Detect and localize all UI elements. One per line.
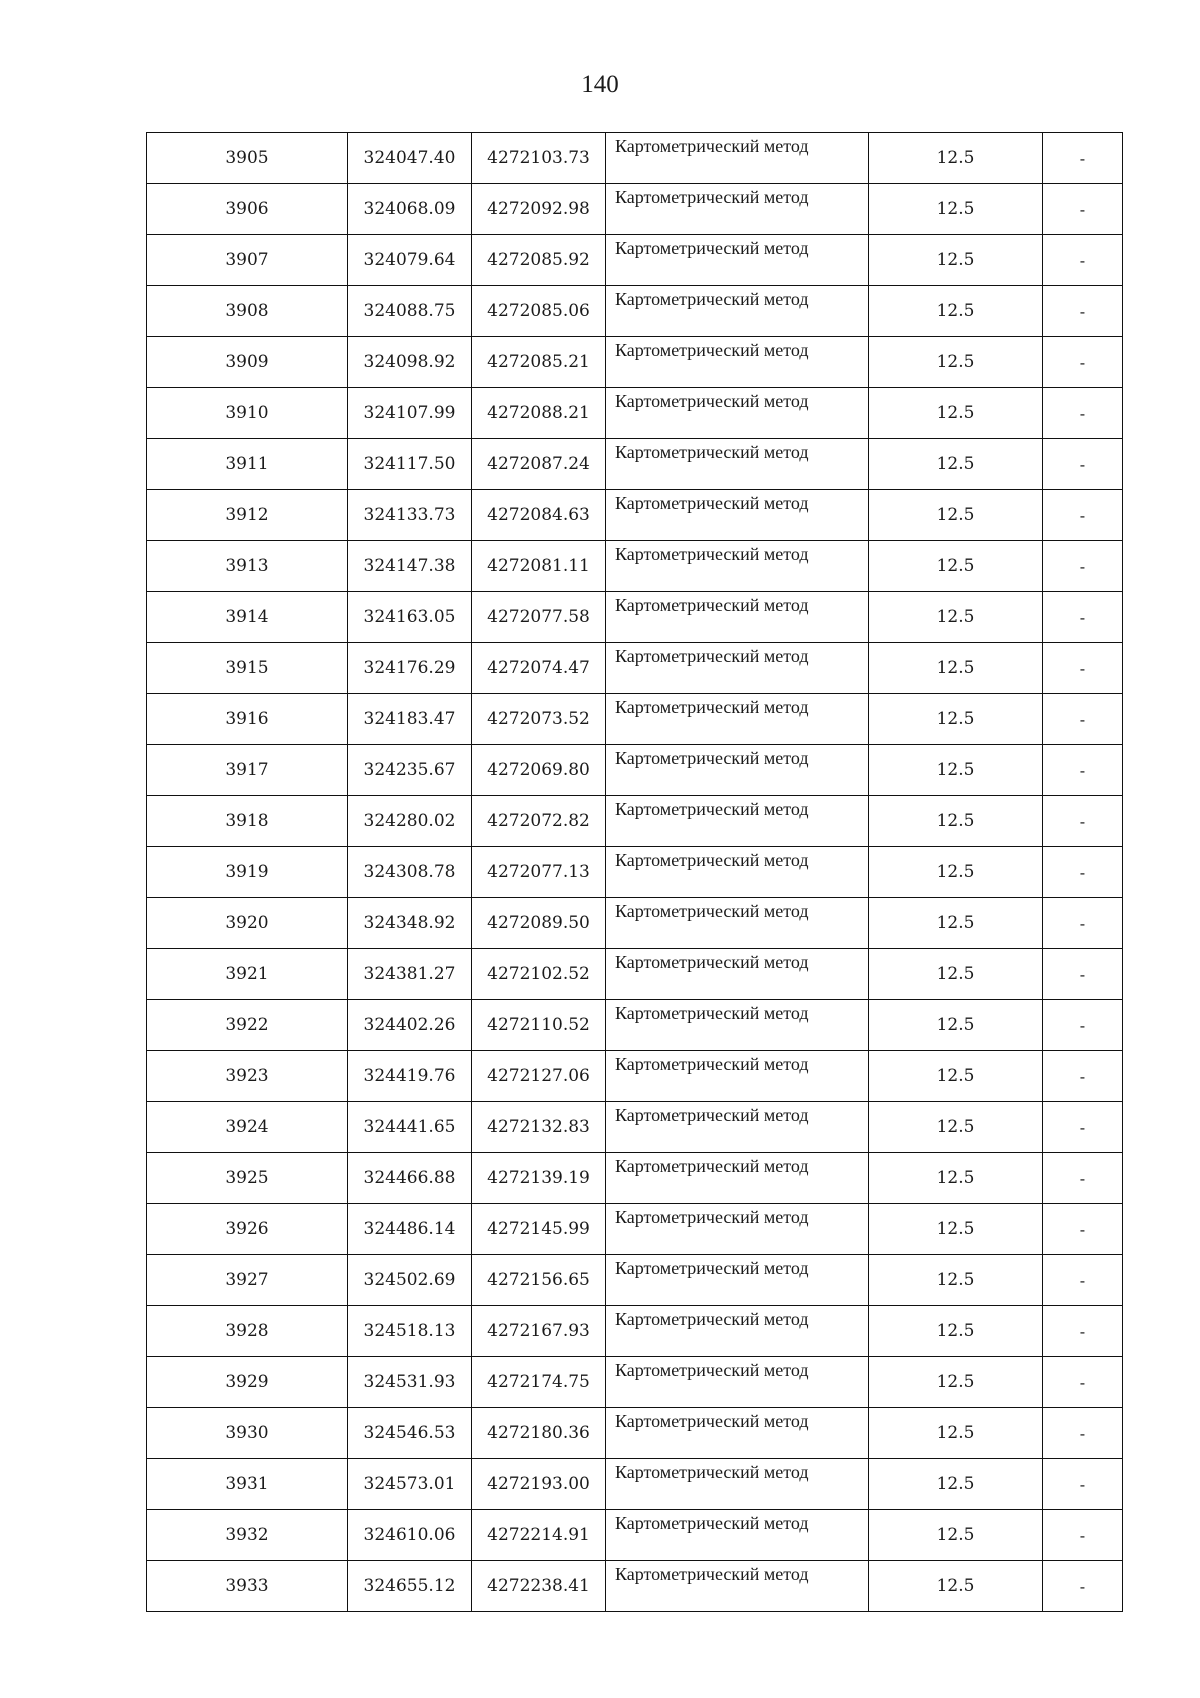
y-coordinate-cell: 4272092.98 bbox=[472, 184, 606, 235]
accuracy-cell: 12.5 bbox=[869, 184, 1043, 235]
y-coordinate-cell: 4272087.24 bbox=[472, 439, 606, 490]
method-cell: Картометрический метод bbox=[606, 592, 869, 643]
x-coordinate-cell: 324098.92 bbox=[348, 337, 472, 388]
point-number-cell: 3917 bbox=[147, 745, 348, 796]
note-cell: - bbox=[1043, 1051, 1123, 1102]
method-cell: Картометрический метод bbox=[606, 643, 869, 694]
y-coordinate-cell: 4272139.19 bbox=[472, 1153, 606, 1204]
table-row bbox=[147, 796, 1123, 847]
accuracy-cell: 12.5 bbox=[869, 1357, 1043, 1408]
y-coordinate-cell: 4272088.21 bbox=[472, 388, 606, 439]
x-coordinate-cell: 324133.73 bbox=[348, 490, 472, 541]
accuracy-cell: 12.5 bbox=[869, 541, 1043, 592]
accuracy-cell: 12.5 bbox=[869, 694, 1043, 745]
point-number-cell: 3920 bbox=[147, 898, 348, 949]
note-cell: - bbox=[1043, 133, 1123, 184]
accuracy-cell: 12.5 bbox=[869, 745, 1043, 796]
table-row bbox=[147, 949, 1123, 1000]
accuracy-cell: 12.5 bbox=[869, 286, 1043, 337]
note-cell: - bbox=[1043, 490, 1123, 541]
note-cell: - bbox=[1043, 1510, 1123, 1561]
method-cell: Картометрический метод bbox=[606, 184, 869, 235]
note-cell: - bbox=[1043, 1357, 1123, 1408]
accuracy-cell: 12.5 bbox=[869, 796, 1043, 847]
note-cell: - bbox=[1043, 337, 1123, 388]
accuracy-cell: 12.5 bbox=[869, 490, 1043, 541]
y-coordinate-cell: 4272180.36 bbox=[472, 1408, 606, 1459]
accuracy-cell: 12.5 bbox=[869, 1510, 1043, 1561]
method-cell: Картометрический метод bbox=[606, 490, 869, 541]
note-cell: - bbox=[1043, 439, 1123, 490]
table-row bbox=[147, 541, 1123, 592]
accuracy-cell: 12.5 bbox=[869, 1204, 1043, 1255]
method-cell: Картометрический метод bbox=[606, 1102, 869, 1153]
point-number-cell: 3924 bbox=[147, 1102, 348, 1153]
table-row bbox=[147, 592, 1123, 643]
note-cell: - bbox=[1043, 286, 1123, 337]
accuracy-cell: 12.5 bbox=[869, 898, 1043, 949]
table-row bbox=[147, 1255, 1123, 1306]
note-cell: - bbox=[1043, 1408, 1123, 1459]
table-row bbox=[147, 847, 1123, 898]
point-number-cell: 3914 bbox=[147, 592, 348, 643]
point-number-cell: 3913 bbox=[147, 541, 348, 592]
y-coordinate-cell: 4272132.83 bbox=[472, 1102, 606, 1153]
y-coordinate-cell: 4272102.52 bbox=[472, 949, 606, 1000]
note-cell: - bbox=[1043, 1255, 1123, 1306]
note-cell: - bbox=[1043, 1561, 1123, 1612]
method-cell: Картометрический метод bbox=[606, 796, 869, 847]
table-row bbox=[147, 1306, 1123, 1357]
accuracy-cell: 12.5 bbox=[869, 592, 1043, 643]
method-cell: Картометрический метод bbox=[606, 898, 869, 949]
accuracy-cell: 12.5 bbox=[869, 847, 1043, 898]
accuracy-cell: 12.5 bbox=[869, 1255, 1043, 1306]
y-coordinate-cell: 4272193.00 bbox=[472, 1459, 606, 1510]
point-number-cell: 3907 bbox=[147, 235, 348, 286]
note-cell: - bbox=[1043, 796, 1123, 847]
method-cell: Картометрический метод bbox=[606, 1051, 869, 1102]
method-cell: Картометрический метод bbox=[606, 439, 869, 490]
method-cell: Картометрический метод bbox=[606, 1357, 869, 1408]
x-coordinate-cell: 324381.27 bbox=[348, 949, 472, 1000]
accuracy-cell: 12.5 bbox=[869, 1408, 1043, 1459]
method-cell: Картометрический метод bbox=[606, 337, 869, 388]
note-cell: - bbox=[1043, 694, 1123, 745]
y-coordinate-cell: 4272069.80 bbox=[472, 745, 606, 796]
point-number-cell: 3931 bbox=[147, 1459, 348, 1510]
method-cell: Картометрический метод bbox=[606, 1561, 869, 1612]
y-coordinate-cell: 4272214.91 bbox=[472, 1510, 606, 1561]
accuracy-cell: 12.5 bbox=[869, 235, 1043, 286]
x-coordinate-cell: 324655.12 bbox=[348, 1561, 472, 1612]
table-row bbox=[147, 1561, 1123, 1612]
point-number-cell: 3923 bbox=[147, 1051, 348, 1102]
method-cell: Картометрический метод bbox=[606, 1306, 869, 1357]
x-coordinate-cell: 324079.64 bbox=[348, 235, 472, 286]
point-number-cell: 3929 bbox=[147, 1357, 348, 1408]
accuracy-cell: 12.5 bbox=[869, 1306, 1043, 1357]
method-cell: Картометрический метод bbox=[606, 694, 869, 745]
table-row bbox=[147, 235, 1123, 286]
point-number-cell: 3908 bbox=[147, 286, 348, 337]
accuracy-cell: 12.5 bbox=[869, 1153, 1043, 1204]
method-cell: Картометрический метод bbox=[606, 1000, 869, 1051]
method-cell: Картометрический метод bbox=[606, 1255, 869, 1306]
note-cell: - bbox=[1043, 1204, 1123, 1255]
accuracy-cell: 12.5 bbox=[869, 1561, 1043, 1612]
y-coordinate-cell: 4272085.06 bbox=[472, 286, 606, 337]
y-coordinate-cell: 4272085.92 bbox=[472, 235, 606, 286]
point-number-cell: 3930 bbox=[147, 1408, 348, 1459]
x-coordinate-cell: 324466.88 bbox=[348, 1153, 472, 1204]
y-coordinate-cell: 4272127.06 bbox=[472, 1051, 606, 1102]
table-row bbox=[147, 898, 1123, 949]
y-coordinate-cell: 4272077.13 bbox=[472, 847, 606, 898]
point-number-cell: 3928 bbox=[147, 1306, 348, 1357]
x-coordinate-cell: 324518.13 bbox=[348, 1306, 472, 1357]
x-coordinate-cell: 324068.09 bbox=[348, 184, 472, 235]
accuracy-cell: 12.5 bbox=[869, 643, 1043, 694]
method-cell: Картометрический метод bbox=[606, 1510, 869, 1561]
y-coordinate-cell: 4272174.75 bbox=[472, 1357, 606, 1408]
note-cell: - bbox=[1043, 1153, 1123, 1204]
x-coordinate-cell: 324183.47 bbox=[348, 694, 472, 745]
x-coordinate-cell: 324573.01 bbox=[348, 1459, 472, 1510]
note-cell: - bbox=[1043, 388, 1123, 439]
point-number-cell: 3910 bbox=[147, 388, 348, 439]
method-cell: Картометрический метод bbox=[606, 541, 869, 592]
table-row bbox=[147, 490, 1123, 541]
x-coordinate-cell: 324502.69 bbox=[348, 1255, 472, 1306]
x-coordinate-cell: 324610.06 bbox=[348, 1510, 472, 1561]
accuracy-cell: 12.5 bbox=[869, 439, 1043, 490]
method-cell: Картометрический метод bbox=[606, 235, 869, 286]
method-cell: Картометрический метод bbox=[606, 286, 869, 337]
table-row bbox=[147, 337, 1123, 388]
point-number-cell: 3912 bbox=[147, 490, 348, 541]
table-row bbox=[147, 133, 1123, 184]
table-row bbox=[147, 643, 1123, 694]
x-coordinate-cell: 324235.67 bbox=[348, 745, 472, 796]
x-coordinate-cell: 324280.02 bbox=[348, 796, 472, 847]
accuracy-cell: 12.5 bbox=[869, 1102, 1043, 1153]
x-coordinate-cell: 324348.92 bbox=[348, 898, 472, 949]
coordinates-table-body bbox=[147, 133, 1123, 1612]
point-number-cell: 3905 bbox=[147, 133, 348, 184]
y-coordinate-cell: 4272110.52 bbox=[472, 1000, 606, 1051]
x-coordinate-cell: 324047.40 bbox=[348, 133, 472, 184]
accuracy-cell: 12.5 bbox=[869, 133, 1043, 184]
x-coordinate-cell: 324147.38 bbox=[348, 541, 472, 592]
x-coordinate-cell: 324163.05 bbox=[348, 592, 472, 643]
method-cell: Картометрический метод bbox=[606, 388, 869, 439]
y-coordinate-cell: 4272074.47 bbox=[472, 643, 606, 694]
point-number-cell: 3922 bbox=[147, 1000, 348, 1051]
x-coordinate-cell: 324308.78 bbox=[348, 847, 472, 898]
table-row bbox=[147, 1204, 1123, 1255]
y-coordinate-cell: 4272085.21 bbox=[472, 337, 606, 388]
accuracy-cell: 12.5 bbox=[869, 1051, 1043, 1102]
y-coordinate-cell: 4272089.50 bbox=[472, 898, 606, 949]
accuracy-cell: 12.5 bbox=[869, 388, 1043, 439]
y-coordinate-cell: 4272167.93 bbox=[472, 1306, 606, 1357]
table-row bbox=[147, 1510, 1123, 1561]
point-number-cell: 3915 bbox=[147, 643, 348, 694]
table-row bbox=[147, 694, 1123, 745]
x-coordinate-cell: 324107.99 bbox=[348, 388, 472, 439]
note-cell: - bbox=[1043, 1000, 1123, 1051]
table-row bbox=[147, 439, 1123, 490]
table-row bbox=[147, 286, 1123, 337]
table-row bbox=[147, 1102, 1123, 1153]
x-coordinate-cell: 324531.93 bbox=[348, 1357, 472, 1408]
accuracy-cell: 12.5 bbox=[869, 1459, 1043, 1510]
y-coordinate-cell: 4272145.99 bbox=[472, 1204, 606, 1255]
table-row bbox=[147, 1051, 1123, 1102]
table-row bbox=[147, 1000, 1123, 1051]
table-row bbox=[147, 1408, 1123, 1459]
y-coordinate-cell: 4272073.52 bbox=[472, 694, 606, 745]
coordinates-table bbox=[146, 132, 1123, 1612]
point-number-cell: 3933 bbox=[147, 1561, 348, 1612]
point-number-cell: 3906 bbox=[147, 184, 348, 235]
note-cell: - bbox=[1043, 184, 1123, 235]
method-cell: Картометрический метод bbox=[606, 1153, 869, 1204]
point-number-cell: 3926 bbox=[147, 1204, 348, 1255]
note-cell: - bbox=[1043, 847, 1123, 898]
table-row bbox=[147, 388, 1123, 439]
note-cell: - bbox=[1043, 1459, 1123, 1510]
table-row bbox=[147, 1357, 1123, 1408]
y-coordinate-cell: 4272081.11 bbox=[472, 541, 606, 592]
x-coordinate-cell: 324441.65 bbox=[348, 1102, 472, 1153]
accuracy-cell: 12.5 bbox=[869, 1000, 1043, 1051]
method-cell: Картометрический метод bbox=[606, 1408, 869, 1459]
method-cell: Картометрический метод bbox=[606, 1459, 869, 1510]
table-row bbox=[147, 1459, 1123, 1510]
point-number-cell: 3909 bbox=[147, 337, 348, 388]
method-cell: Картометрический метод bbox=[606, 745, 869, 796]
method-cell: Картометрический метод bbox=[606, 133, 869, 184]
y-coordinate-cell: 4272238.41 bbox=[472, 1561, 606, 1612]
x-coordinate-cell: 324176.29 bbox=[348, 643, 472, 694]
note-cell: - bbox=[1043, 592, 1123, 643]
x-coordinate-cell: 324117.50 bbox=[348, 439, 472, 490]
accuracy-cell: 12.5 bbox=[869, 337, 1043, 388]
table-row bbox=[147, 184, 1123, 235]
point-number-cell: 3932 bbox=[147, 1510, 348, 1561]
note-cell: - bbox=[1043, 745, 1123, 796]
note-cell: - bbox=[1043, 541, 1123, 592]
y-coordinate-cell: 4272077.58 bbox=[472, 592, 606, 643]
point-number-cell: 3919 bbox=[147, 847, 348, 898]
point-number-cell: 3925 bbox=[147, 1153, 348, 1204]
y-coordinate-cell: 4272072.82 bbox=[472, 796, 606, 847]
method-cell: Картометрический метод bbox=[606, 949, 869, 1000]
x-coordinate-cell: 324546.53 bbox=[348, 1408, 472, 1459]
point-number-cell: 3918 bbox=[147, 796, 348, 847]
page-number: 140 bbox=[581, 71, 619, 98]
point-number-cell: 3921 bbox=[147, 949, 348, 1000]
x-coordinate-cell: 324088.75 bbox=[348, 286, 472, 337]
y-coordinate-cell: 4272156.65 bbox=[472, 1255, 606, 1306]
table-row bbox=[147, 745, 1123, 796]
x-coordinate-cell: 324419.76 bbox=[348, 1051, 472, 1102]
method-cell: Картометрический метод bbox=[606, 1204, 869, 1255]
point-number-cell: 3927 bbox=[147, 1255, 348, 1306]
x-coordinate-cell: 324486.14 bbox=[348, 1204, 472, 1255]
point-number-cell: 3911 bbox=[147, 439, 348, 490]
note-cell: - bbox=[1043, 643, 1123, 694]
note-cell: - bbox=[1043, 1306, 1123, 1357]
note-cell: - bbox=[1043, 949, 1123, 1000]
table-row bbox=[147, 1153, 1123, 1204]
note-cell: - bbox=[1043, 235, 1123, 286]
note-cell: - bbox=[1043, 1102, 1123, 1153]
x-coordinate-cell: 324402.26 bbox=[348, 1000, 472, 1051]
note-cell: - bbox=[1043, 898, 1123, 949]
point-number-cell: 3916 bbox=[147, 694, 348, 745]
y-coordinate-cell: 4272103.73 bbox=[472, 133, 606, 184]
accuracy-cell: 12.5 bbox=[869, 949, 1043, 1000]
y-coordinate-cell: 4272084.63 bbox=[472, 490, 606, 541]
method-cell: Картометрический метод bbox=[606, 847, 869, 898]
